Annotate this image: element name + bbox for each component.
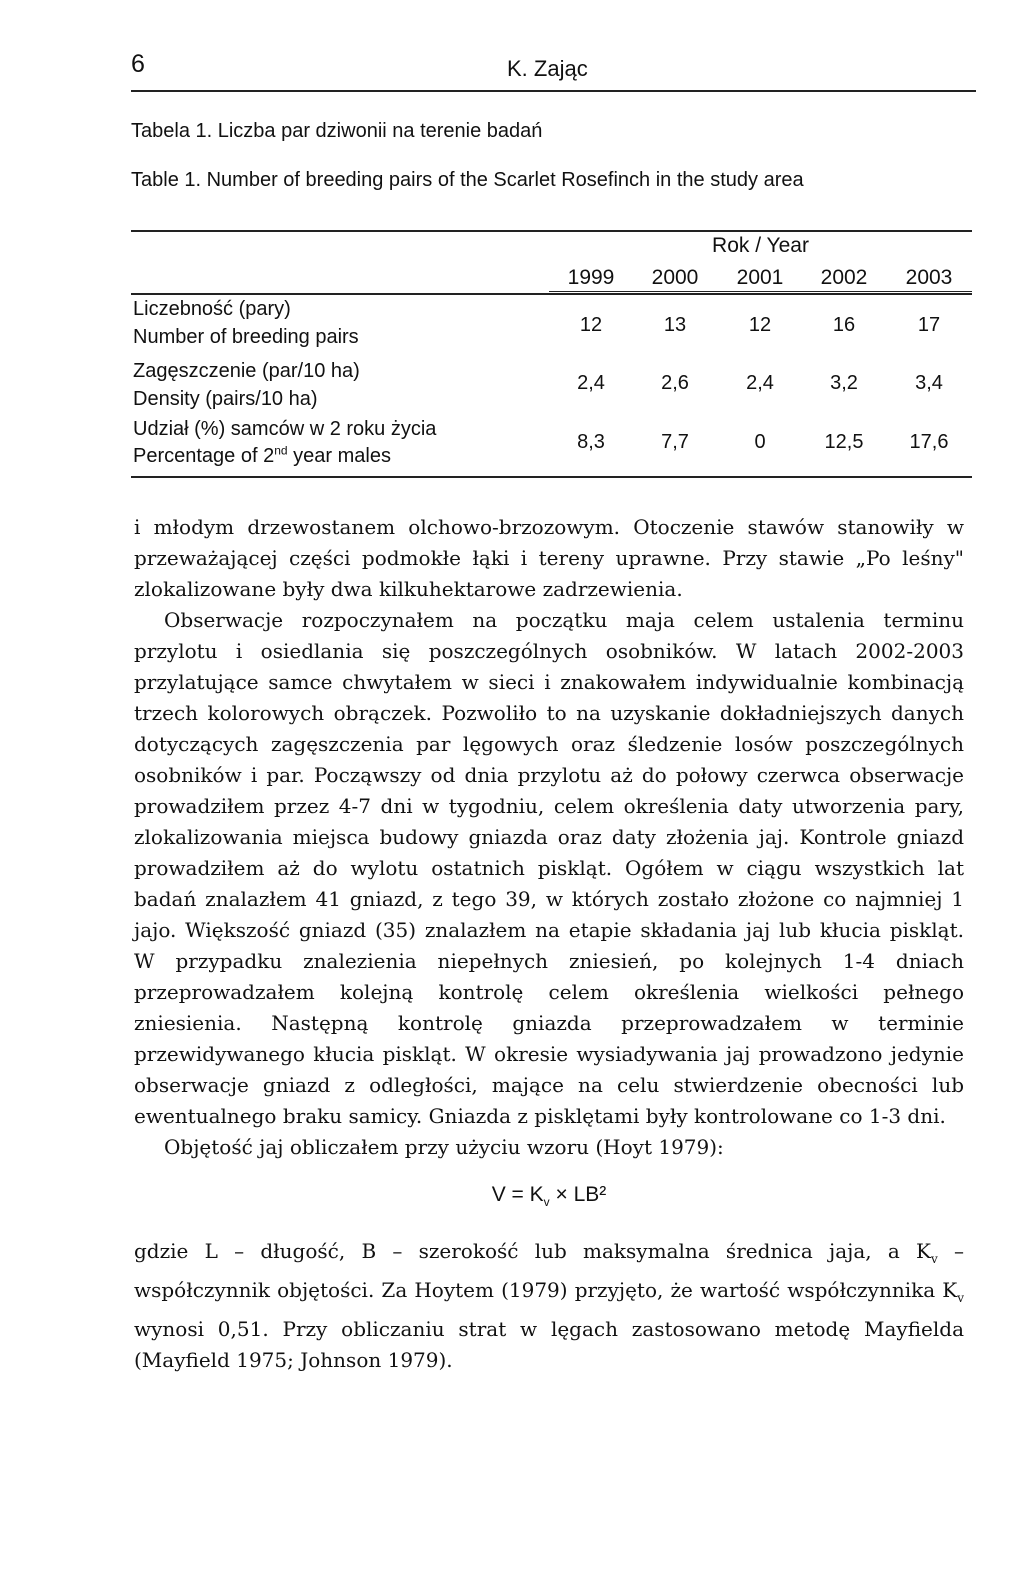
table-cell: 2,4 — [577, 372, 605, 394]
year-header: 2003 — [905, 266, 953, 289]
row-label-english — [133, 443, 391, 469]
year-header: 2000 — [651, 266, 699, 289]
table-cell: 0 — [754, 431, 766, 453]
row-label-english: Number of breeding pairs — [133, 326, 359, 348]
text-run: gdzie L – długość, B – szerokość lub maksymalna średnica jaja, a K — [134, 1239, 931, 1264]
year-group-rule — [549, 291, 972, 292]
table-cell: 17 — [917, 314, 941, 336]
ordinal-superscript: nd — [274, 443, 288, 458]
text-run: – współczynnik objętości. Za Hoytem (1979) przyjęto, że wartość współczynnika K — [134, 1239, 965, 1303]
volume-equation — [134, 1179, 964, 1218]
paragraph: Objętość jaj obliczałem przy użyciu wzoru (Hoyt 1979): — [164, 1135, 724, 1159]
year-header: 2002 — [820, 266, 868, 289]
header-rule — [131, 90, 976, 92]
table-cell: 13 — [663, 314, 687, 336]
year-header: 2001 — [736, 266, 784, 289]
year-group-header: Rok / Year — [712, 234, 809, 257]
equation-part: × LB² — [549, 1183, 607, 1206]
row-label-polish: Liczebność (pary) — [133, 298, 291, 320]
row-label-english: Density (pairs/10 ha) — [133, 388, 318, 410]
page-number: 6 — [131, 50, 145, 78]
table-caption-english: Table 1. Number of breeding pairs of the Scarlet Rosefinch in the study area — [131, 169, 804, 191]
text-run: wynosi 0,51. Przy obliczaniu strat w lęgach zastosowano metodę Mayfielda (Mayfield 1975; Johnson 1979). — [134, 1317, 964, 1373]
table-bottom-rule — [131, 476, 972, 478]
paragraph — [134, 1236, 964, 1376]
label-text: year males — [287, 445, 391, 467]
table-cell: 12 — [579, 314, 603, 336]
table-cell: 2,6 — [661, 372, 689, 394]
label-text: Percentage of 2 — [133, 445, 275, 467]
equation-subscript: v — [543, 1195, 550, 1210]
running-head-author: K. Zając — [507, 56, 588, 81]
table-cell: 3,2 — [830, 372, 858, 394]
table-top-rule — [131, 230, 972, 232]
table-caption-polish: Tabela 1. Liczba par dziwonii na terenie badań — [131, 120, 543, 142]
table-cell: 17,6 — [909, 431, 949, 453]
table-cell: 8,3 — [577, 431, 605, 453]
subscript: v — [957, 1291, 964, 1306]
year-header: 1999 — [567, 266, 615, 289]
paragraph: Obserwacje rozpoczynałem na początku maja celem ustalenia terminu przylotu i osiedlania się poszczególnych osobników. W latach 2002-2003 przylatujące samce chwytałem w sieci i znakowałem indywidualnie kombinacją trzech kolorowych obrączek. Pozwoliło to na uzyskanie dokładniejszych danych dotyczących zagęszczenia par lęgowych oraz śledzenie losów poszczególnych osobników i par. Począwszy od dnia przylotu aż do połowy czerwca obserwacje prowadziłem przez 4-7 dni w tygodniu, celem określenia daty utworzenia pary, zlokalizowania miejsca budowy gniazda oraz daty złożenia jaj. Kontrole gniazd prowadziłem aż do wylotu ostatnich piskląt. Ogółem w ciągu wszystkich lat badań znalazłem 41 gniazd, z tego 39, w których zostało złożone co najmniej 1 jajo. Większość gniazd (35) znalazłem na etapie składania jaj lub kłucia piskląt. W przypadku znalezienia niepełnych zniesień, po kolejnych 1-4 dniach przeprowadzałem kolejną kontrolę celem określenia wielkości pełnego zniesienia. Następną kontrolę gniazda przeprowadzałem w terminie przewidywanego kłucia piskląt. W okresie wysiadywania jaj prowadzono jedynie obserwacje gniazd z odległości, mające na celu stwierdzenie obecności lub ewentualnego braku samicy. Gniazda z pisklętami były kontrolowane co 1-3 dni. — [134, 608, 964, 1128]
row-label-polish: Zagęszczenie (par/10 ha) — [133, 360, 360, 382]
table-cell: 16 — [832, 314, 856, 336]
equation-part: V = K — [491, 1183, 544, 1206]
table-cell: 12,5 — [824, 431, 864, 453]
subscript: v — [930, 1252, 938, 1267]
paragraph: i młodym drzewostanem olchowo-brzozowym. Otoczenie stawów stanowiły w przeważającej części podmokłe łąki i tereny uprawne. Przy stawie „Po leśny" zlokalizowane były dwa kilkuhektarowe zadrzewienia. — [134, 515, 964, 601]
body-text — [134, 512, 964, 1376]
row-label-polish: Udział (%) samców w 2 roku życia — [133, 418, 437, 440]
table-cell: 3,4 — [915, 372, 943, 394]
table-header-rule — [131, 293, 972, 295]
table-cell: 2,4 — [746, 372, 774, 394]
table-cell: 7,7 — [661, 431, 689, 453]
table-cell: 12 — [748, 314, 772, 336]
